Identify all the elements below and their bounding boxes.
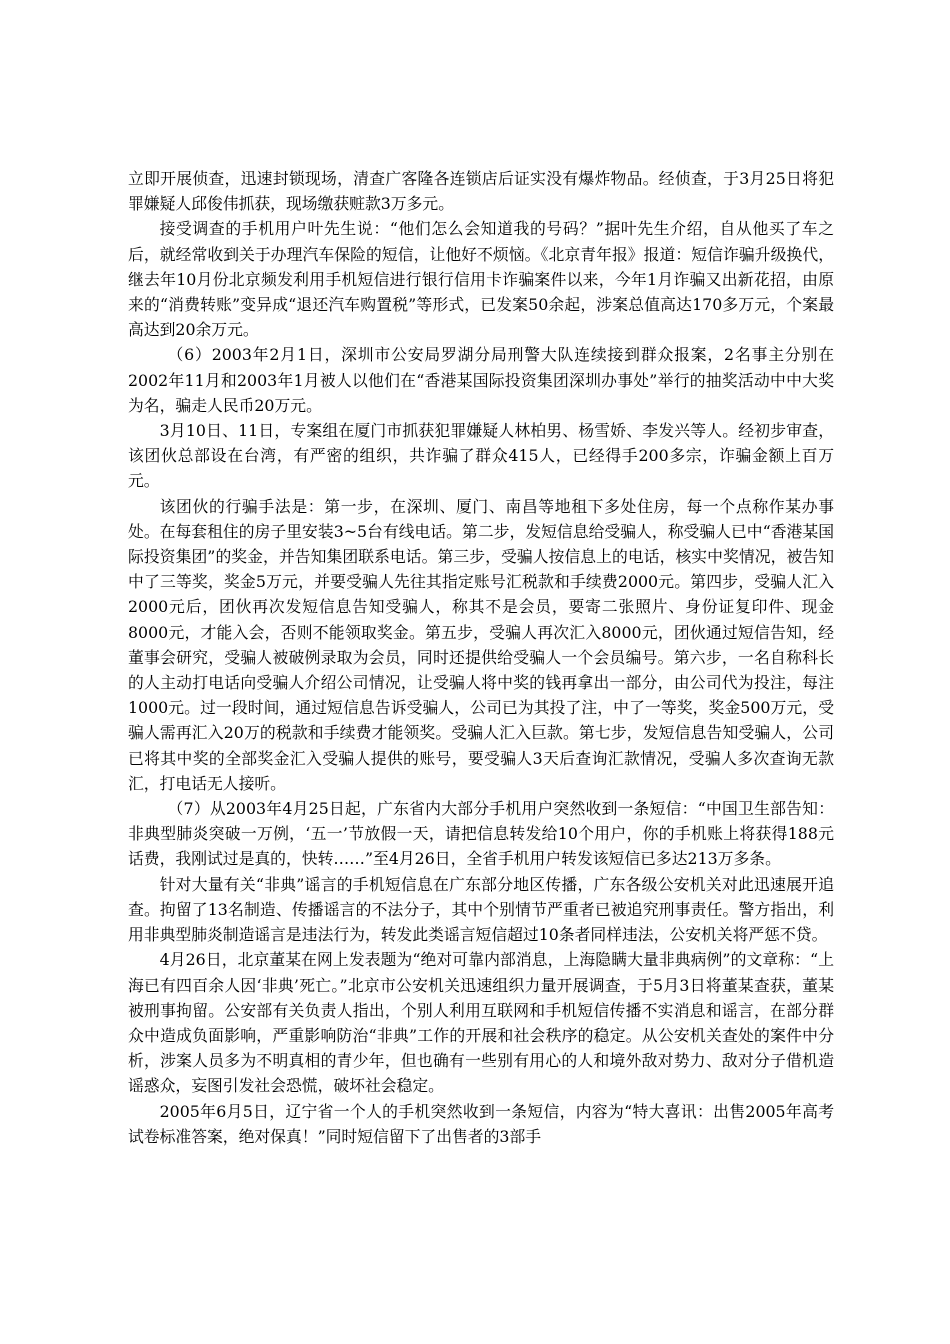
paragraph-interview-ye: 接受调查的手机用户叶先生说：“他们怎么会知道我的号码？”据叶先生介绍，自从他买了车之后，就经常收到关于办理汽车保险的短信，让他好不烦恼。《北京青年报》报道：短信诈骗升级换代，继去年10月份北京频发利用手机短信进行银行信用卡诈骗案件以来，今年1月诈骗又出新花招，由原来的“消费转账”变异成“退还汽车购置税”等形式，已发案50余起，涉案总值高达170多万元，个案最高达到20余万元。 bbox=[128, 219, 834, 340]
paragraph-case-6: （6）2003年2月1日，深圳市公安局罗湖分局刑警大队连续接到群众报案，2名事主分别在2002年11月和2003年1月被人以他们在“香港某国际投资集团深圳办事处”举行的抽奖活动中中大奖为名，骗走人民币20万元。 bbox=[128, 345, 834, 415]
paragraph-arrest-xiamen: 3月10日、11日，专案组在厦门市抓获犯罪嫌疑人林柏男、杨雪娇、李发兴等人。经初步审查，该团伙总部设在台湾，有严密的组织，共诈骗了群众415人，已经得手200多宗，诈骗金额上百万元。 bbox=[128, 421, 834, 491]
paragraph-liaoning-exam: 2005年6月5日，辽宁省一个人的手机突然收到一条短信，内容为“特大喜讯：出售2005年高考试卷标准答案，绝对保真！”同时短信留下了出售者的3部手 bbox=[128, 1101, 834, 1146]
document-body bbox=[128, 166, 834, 1149]
paragraph-case-7: （7）从2003年4月25日起，广东省内大部分手机用户突然收到一条短信：“中国卫生部告知：非典型肺炎突破一万例，‘五一’节放假一天，请把信息转发给10个用户，你的手机账上将获得188元话费，我刚试过是真的，快转……”至4月26日，全省手机用户转发该短信已多达213万多条。 bbox=[128, 799, 834, 869]
paragraph-continuation: 立即开展侦查，迅速封锁现场，清查广客隆各连锁店后证实没有爆炸物品。经侦查，于3月25日将犯罪嫌疑人邱俊伟抓获，现场缴获赃款3万多元。 bbox=[128, 169, 834, 214]
paragraph-police-response: 针对大量有关“非典”谣言的手机短信息在广东部分地区传播，广东各级公安机关对此迅速展开追查。拘留了13名制造、传播谣言的不法分子，其中个别情节严重者已被追究刑事责任。警方指出，利用非典型肺炎制造谣言是违法行为，转发此类谣言短信超过10条者同样违法，公安机关将严惩不贷。 bbox=[128, 874, 834, 945]
paragraph-fraud-method: 该团伙的行骗手法是：第一步，在深圳、厦门、南昌等地租下多处住房，每一个点称作某办事处。在每套租住的房子里安装3~5台有线电话。第二步，发短信息给受骗人，称受骗人已中“香港某国际投资集团”的奖金，并告知集团联系电话。第三步，受骗人按信息上的电话，核实中奖情况，被告知中了三等奖，奖金5万元，并要受骗人先往其指定账号汇税款和手续费2000元。第四步，受骗人汇入2000元后，团伙再次发短信息告知受骗人，称其不是会员，要寄二张照片、身份证复印件、现金8000元，才能入会，否则不能领取奖金。第五步，受骗人再次汇入8000元，团伙通过短信告知，经董事会研究，受骗人被破例录取为会员，同时还提供给受骗人一个会员编号。第六步，一名自称科长的人主动打电话向受骗人介绍公司情况，让受骗人将中奖的钱再拿出一部分，由公司代为投注，每注1000元。过一段时间，通过短信息告诉受骗人，公司已为其投了注，中了一等奖，奖金500万元，受骗人需再汇入20万的税款和手续费才能领奖。受骗人汇入巨款。第七步，发短信息告知受骗人，公司已将其中奖的全部奖金汇入受骗人提供的账号，要受骗人3天后查询汇款情况，受骗人多次查询无款汇，打电话无人接听。 bbox=[128, 496, 834, 793]
paragraph-beijing-rumor: 4月26日，北京董某在网上发表题为“绝对可靠内部消息，上海隐瞒大量非典病例”的文章称：“上海已有四百余人因‘非典’死亡。”北京市公安机关迅速组织力量开展调查，于5月3日将董某查获，董某被刑事拘留。公安部有关负责人指出，个别人利用互联网和手机短信传播不实消息和谣言，在部分群众中造成负面影响，严重影响防治“非典”工作的开展和社会秩序的稳定。从公安机关查处的案件中分析，涉案人员多为不明真相的青少年，但也确有一些别有用心的人和境外敌对势力、敌对分子借机造谣惑众，妄图引发社会恐慌，破坏社会稳定。 bbox=[128, 950, 834, 1096]
